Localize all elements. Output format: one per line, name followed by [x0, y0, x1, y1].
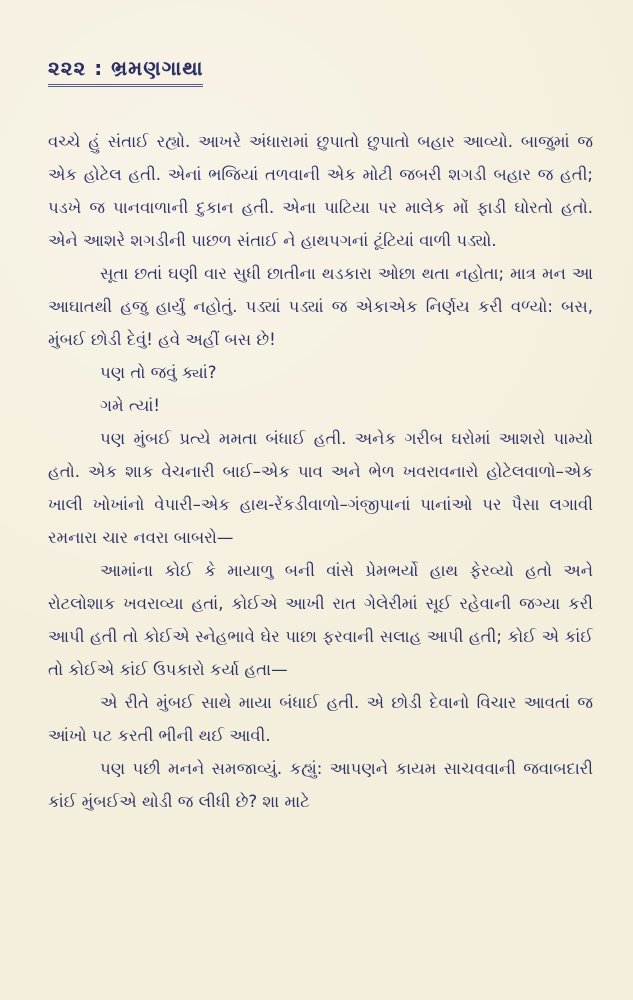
body-text [48, 125, 593, 818]
header-separator: : [94, 56, 104, 80]
paragraph-1: વચ્ચે હું સંતાઈ રહ્યો. આખરે અંધારામાં છુપાતો છુપાતો બહાર આવ્યો. બાજુમાં જ એક હોટેલ હતી. એનાં ભજિયાં તળવાની એક મોટી જબરી શગડી બહાર જ હતી; પડખે જ પાનવાળાની દુકાન હતી. એના પાટિયા પર માલેક મોં ફાડી ઘોરતો હતો. એને આશરે શગડીની પાછળ સંતાઈ ને હાથપગનાં ટૂંટિયાં વાળી પડ્યો. [48, 132, 593, 250]
paragraph-2: સૂતા છતાં ઘણી વાર સુધી છાતીના થડકારા ઓછા થતા નહોતા; માત્ર મન આ આઘાતથી હજુ હાર્યું નહોતું. પડ્યાં પડ્યાં જ એકાએક નિર્ણય કરી વળ્યો: બસ, મુંબઈ છોડી દેવું! હવે અહીં બસ છે! [48, 264, 593, 349]
paragraph-8: પણ પછી મનને સમજાવ્યું. કહ્યું: આપણને કાયમ સાચવવાની જવાબદારી કાંઈ મુંબઈએ થોડી જ લીધી છે? શા માટે [48, 759, 593, 811]
paragraph-6: આમાંના કોઈ કે માયાળુ બની વાંસે પ્રેમભર્યો હાથ ફેરવ્યો હતો અને રોટલોશાક ખવરાવ્યા હતાં, કોઈએ આખી રાત ગેલેરીમાં સૂઈ રહેવાની જગ્યા કરી આપી હતી તો કોઈએ સ્નેહભાવે ઘેર પાછા ફરવાની સલાહ આપી હતી; કોઈ એ કાંઈ તો કોઈએ કાંઈ ઉપકારો કર્યા હતા— [48, 561, 593, 679]
book-title: ભ્રમણગાથા [111, 56, 204, 80]
paragraph-5: પણ મુંબઈ પ્રત્યે મમતા બંધાઈ હતી. અનેક ગરીબ ઘરોમાં આશરો પામ્યો હતો. એક શાક વેચનારી બાઈ–એક પાવ અને ભેળ ખવરાવનારો હોટેલવાળો–એક ખાલી ખોખાંનો વેપારી–એક હાથ-રેંકડીવાળો–ગંજીપાનાં પાનાંઓ પર પૈસા લગાવી રમનારા ચાર નવરા બાબરો— [48, 429, 593, 547]
paragraph-7: એ રીતે મુંબઈ સાથે માયા બંધાઈ હતી. એ છોડી દેવાનો વિચાર આવતાં જ આંખો પટ કરતી ભીની થઈ આવી. [48, 693, 593, 745]
page-number: ૨૨૨ [48, 56, 87, 80]
running-header [48, 56, 203, 87]
paragraph-4: ગમે ત્યાં! [100, 396, 161, 415]
paragraph-3: પણ તો જવું ક્યાં? [100, 363, 217, 382]
